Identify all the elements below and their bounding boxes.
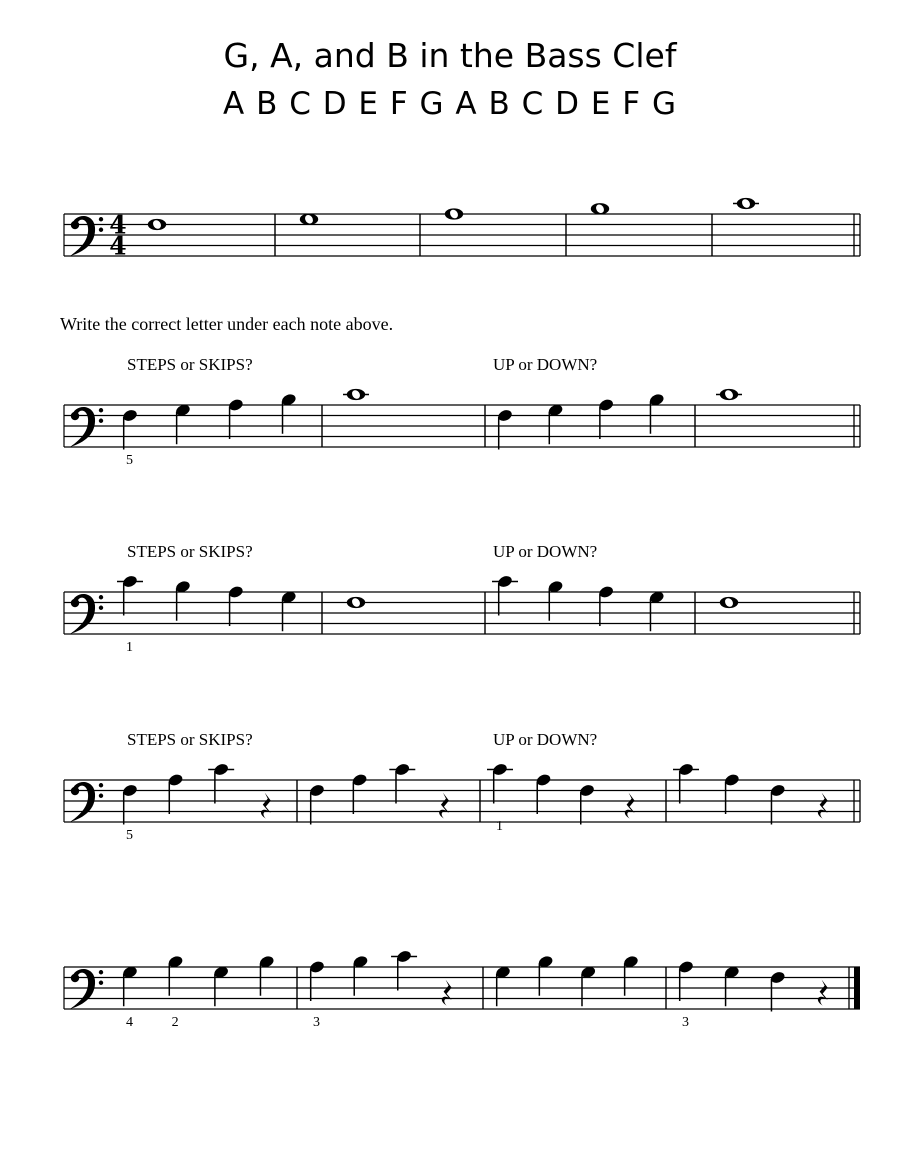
whole-note xyxy=(347,389,365,401)
fingering-number: 5 xyxy=(126,828,133,843)
fingering-number: 5 xyxy=(126,453,133,468)
quarter-rest-icon xyxy=(442,980,452,1006)
quarter-rest-icon xyxy=(625,793,635,819)
up-or-down-label: UP or DOWN? xyxy=(493,542,598,561)
worksheet-title: G, A, and B in the Bass Clef xyxy=(223,36,677,75)
whole-note xyxy=(720,597,738,609)
time-signature-digit: 4 xyxy=(109,210,127,240)
whole-note xyxy=(591,203,609,215)
fingering-number: 1 xyxy=(126,640,133,655)
whole-note xyxy=(737,198,755,210)
steps-or-skips-label: STEPS or SKIPS? xyxy=(127,355,253,374)
bass-clef-icon xyxy=(70,782,103,822)
up-or-down-label: UP or DOWN? xyxy=(493,730,598,749)
bass-clef-icon xyxy=(70,969,103,1009)
instruction-text: Write the correct letter under each note above. xyxy=(60,314,394,334)
time-signature-digit: 4 xyxy=(109,231,127,261)
quarter-rest-icon xyxy=(439,793,449,819)
final-barline-thick xyxy=(854,967,860,1009)
note-letter-sequence: A B C D E F G A B C D E F G xyxy=(223,86,677,122)
bass-clef-icon xyxy=(70,407,103,447)
fingering-number: 3 xyxy=(313,1015,320,1030)
quarter-rest-icon xyxy=(818,793,828,819)
bass-clef-icon xyxy=(70,594,103,634)
fingering-number: 4 xyxy=(126,1015,133,1030)
whole-note xyxy=(300,213,318,225)
quarter-rest-icon xyxy=(261,793,271,819)
whole-note xyxy=(148,219,166,231)
whole-note xyxy=(720,389,738,401)
whole-note xyxy=(445,208,463,220)
steps-or-skips-label: STEPS or SKIPS? xyxy=(127,730,253,749)
fingering-number: 2 xyxy=(171,1015,179,1030)
bass-clef-icon xyxy=(70,216,103,256)
up-or-down-label: UP or DOWN? xyxy=(493,355,598,374)
fingering-number: 1 xyxy=(496,819,503,834)
whole-note xyxy=(347,597,365,609)
steps-or-skips-label: STEPS or SKIPS? xyxy=(127,542,253,561)
fingering-number: 3 xyxy=(682,1015,689,1030)
quarter-rest-icon xyxy=(818,980,828,1006)
